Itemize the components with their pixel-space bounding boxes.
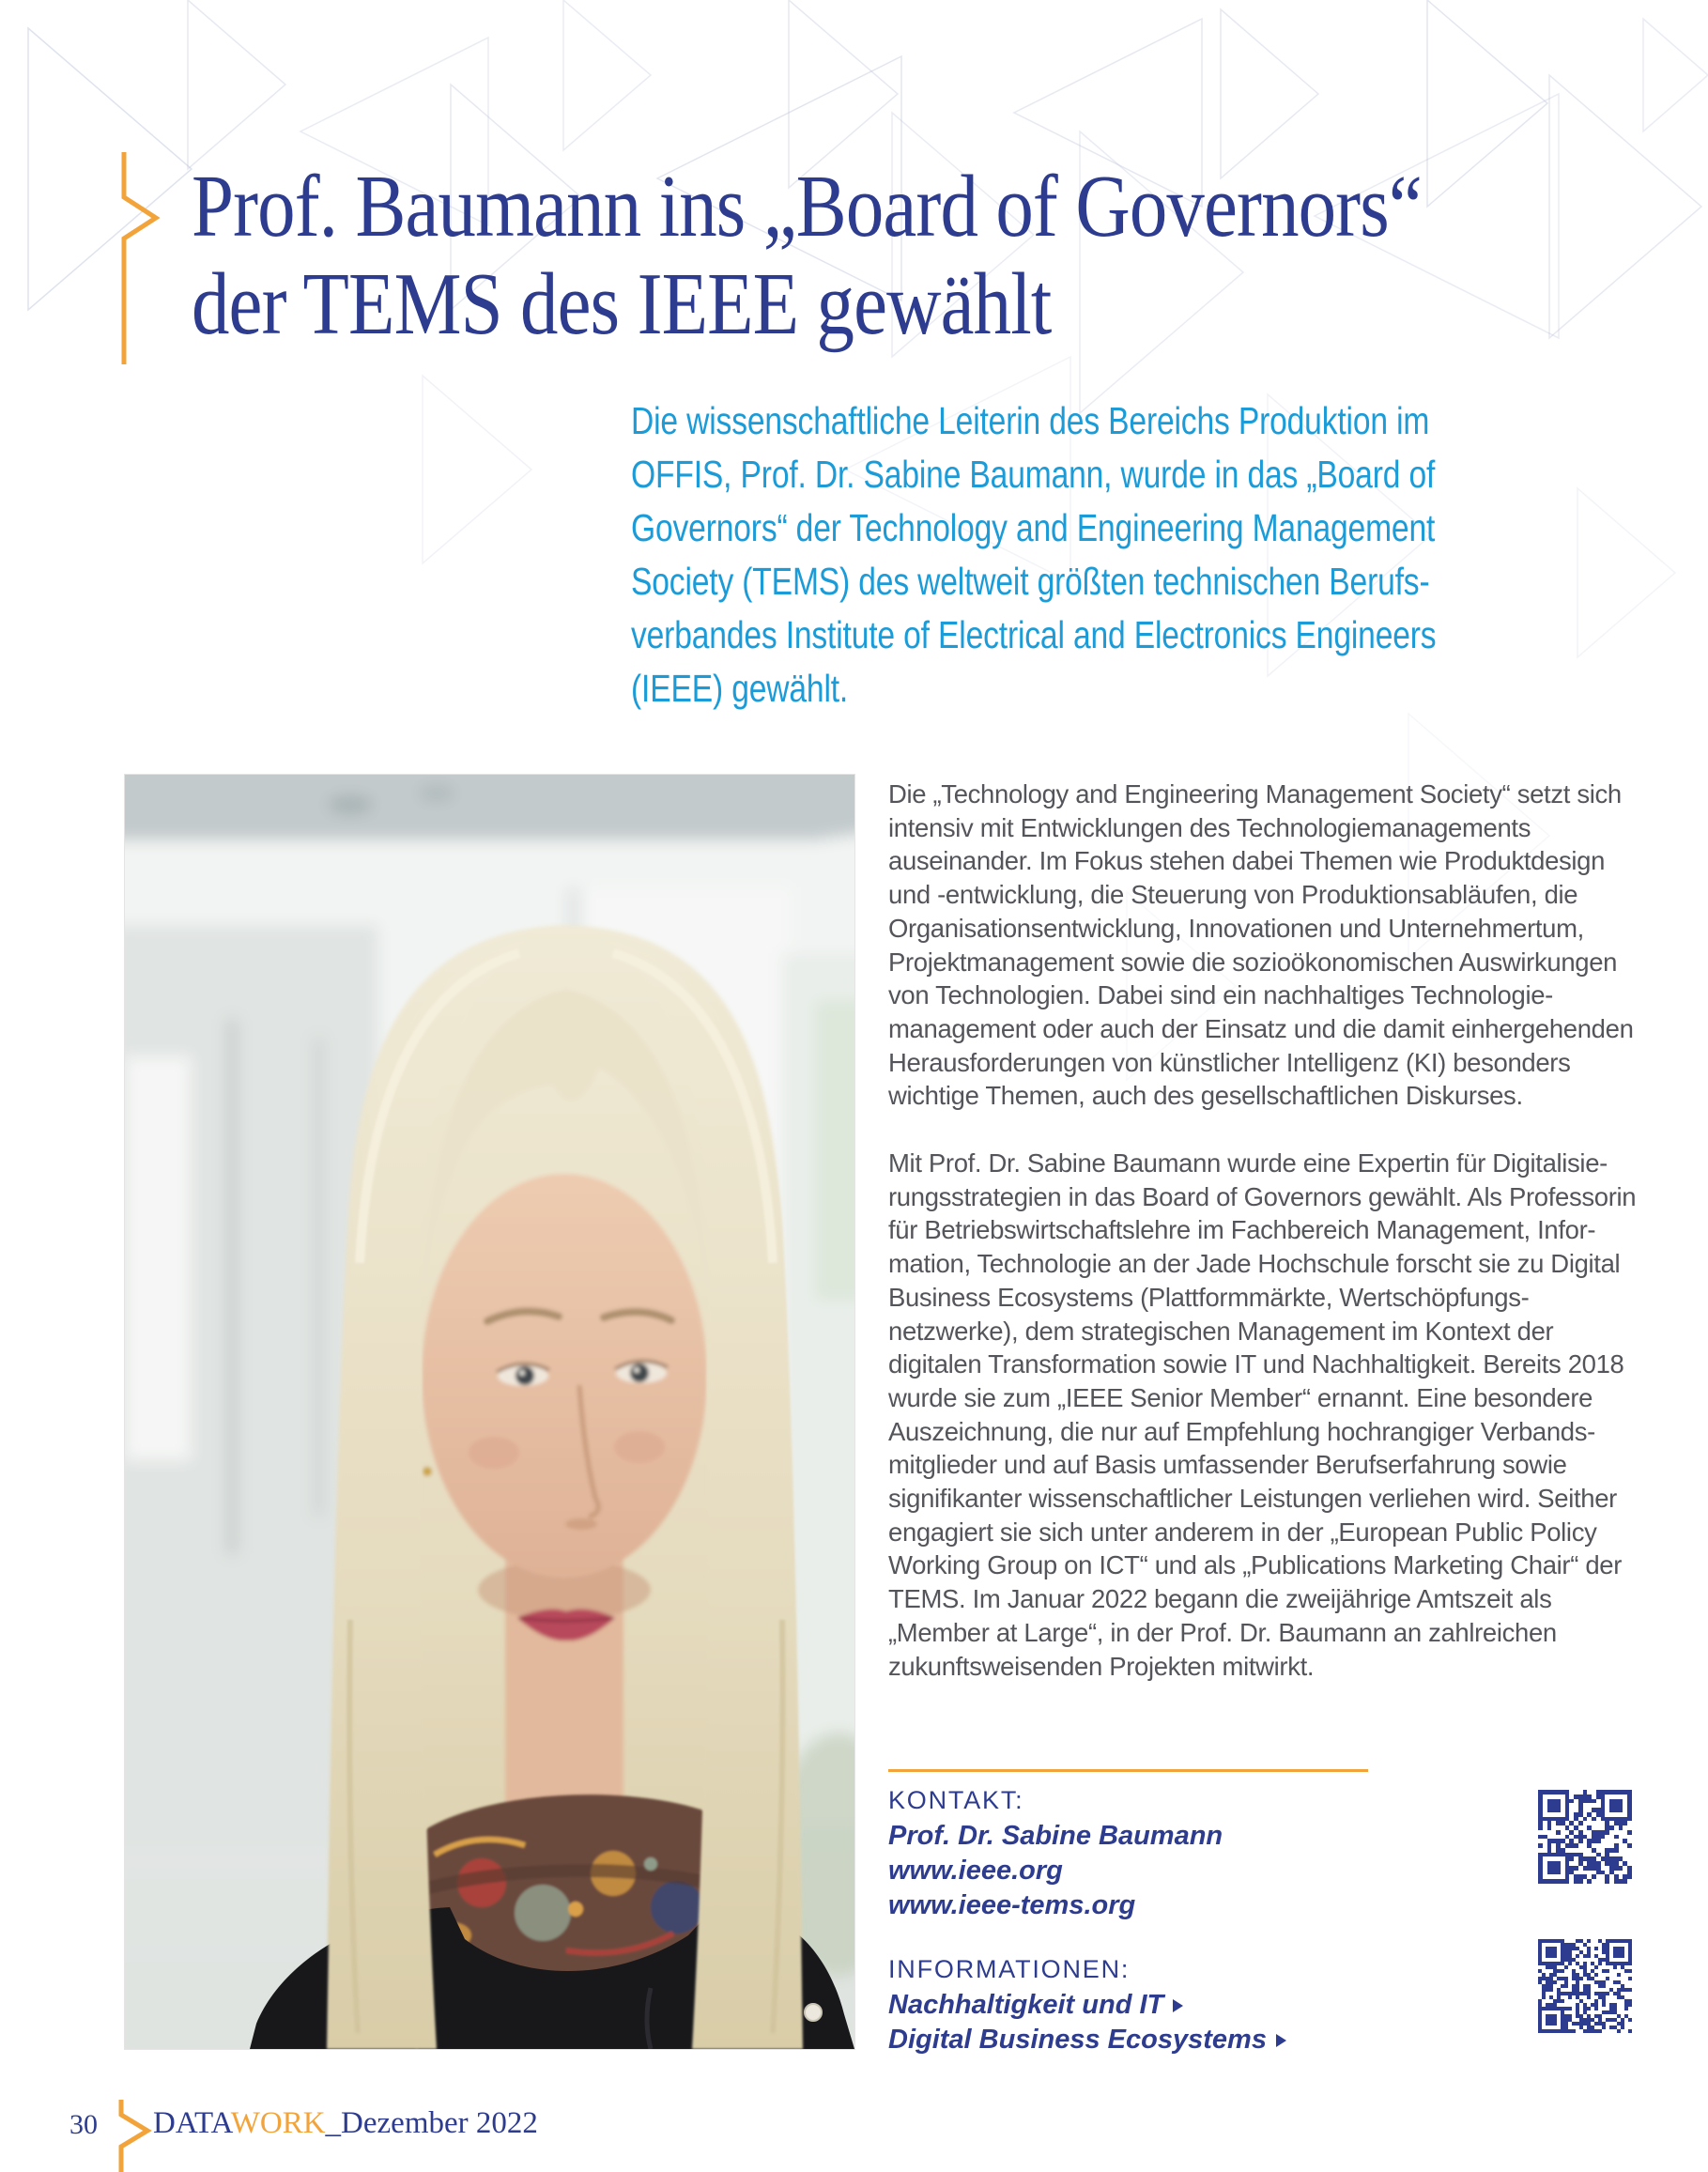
intro-paragraph: Die wissenschaftliche Leiterin des Bereichs Produktion im OFFIS, Prof. Dr. Sabine Baumann, wurde in das „Board of Governors“ der Technology and Engineering Management Society (TEMS) des weltweit größten technischen Berufsverbandes Institute of Electrical and Electronics Engineers (IEEE) gewählt. (631, 399, 1437, 710)
title-chevron-rule (113, 141, 178, 376)
arrow-right-icon (1276, 2034, 1286, 2047)
portrait-photo (125, 775, 854, 2049)
info-link-digital-business[interactable] (888, 2023, 1395, 2057)
brand-work: WORK (230, 2106, 326, 2140)
qr-code-bottom (1538, 1939, 1632, 2033)
orange-divider (888, 1769, 1368, 1772)
qr-code-top (1538, 1790, 1632, 1884)
article-paragraph-1: Die „Technology and Engineering Management Society“ setzt sich intensiv mit Entwicklungen des Technologiemanagements auseinander. Im Fokus stehen dabei Themen wie Produktdesign und -entwicklung, die Steuerung von Produktionsabläufen, die Organisationsentwicklung, Innovationen und Unternehmertum, Projektmanagement sowie die sozioökonomischen Auswirkungen von Technologien. Dabei sind ein nachhaltiges Technologiemanagement oder auch der Einsatz und die damit einhergehenden Herausforderungen von künstlicher Intelligenz (KI) besonders wichtige Themen, auch des gesellschaftlichen Diskurses. (888, 779, 1634, 1111)
contact-link-ieee-tems[interactable]: www.ieee-tems.org (888, 1890, 1136, 1920)
arrow-right-icon (1173, 1999, 1183, 2012)
article-paragraph-2: Mit Prof. Dr. Sabine Baumann wurde eine Expertin für Digitalisierungsstrategien in das Board of Governors gewählt. Als Professorin für Betriebswirtschaftslehre im Fachbereich Management, Information, Technologie an der Jade Hochschule forscht sie zu Digital Business Ecosystems (Plattformmärkte, Wertschöpfungsnetzwerke), dem strategischen Management im Kontext der digitalen Transformation sowie IT und Nachhaltigkeit. Bereits 2018 wurde sie zum „IEEE Senior Member“ ernannt. Eine besondere Auszeichnung, die nur auf Empfehlung hochrangiger Verbandsmitglieder und auf Basis umfassender Berufserfahrung sowie signifikanter wissenschaftlicher Leistungen verliehen wird. Seither engagiert sie sich unter anderem in der „European Public Policy Working Group on ICT“ und als „Publications Marketing Chair“ der TEMS. Im Januar 2022 begann die zweijährige Amtszeit als „Member at Large“, in der Prof. Dr. Baumann an zahlreichen zukunftsweisenden Projekten mitwirkt. (888, 1148, 1637, 1681)
page-title (192, 158, 1422, 353)
info-link-nachhaltigkeit[interactable] (888, 1988, 1395, 2023)
info-link-label: Nachhaltigkeit und IT (888, 1990, 1164, 2020)
info-link-label: Digital Business Ecosystems (888, 2025, 1267, 2055)
brand-data: DATA (153, 2106, 231, 2140)
magazine-brand (153, 2106, 538, 2141)
page-number: 30 (69, 2109, 98, 2140)
brand-issue: _Dezember 2022 (325, 2106, 538, 2140)
contact-name: Prof. Dr. Sabine Baumann (888, 1821, 1223, 1851)
intro-block (631, 394, 1495, 716)
page-title-line2: der TEMS des IEEE gewählt (192, 255, 1052, 353)
informationen-heading: INFORMATIONEN: (888, 1955, 1131, 1983)
article-body (888, 778, 1641, 1683)
page-title-line1: Prof. Baumann ins „Board of Governors“ (192, 158, 1422, 255)
contact-link-ieee[interactable]: www.ieee.org (888, 1856, 1063, 1886)
kontakt-heading: KONTAKT: (888, 1786, 1024, 1814)
contact-block (888, 1769, 1395, 2057)
